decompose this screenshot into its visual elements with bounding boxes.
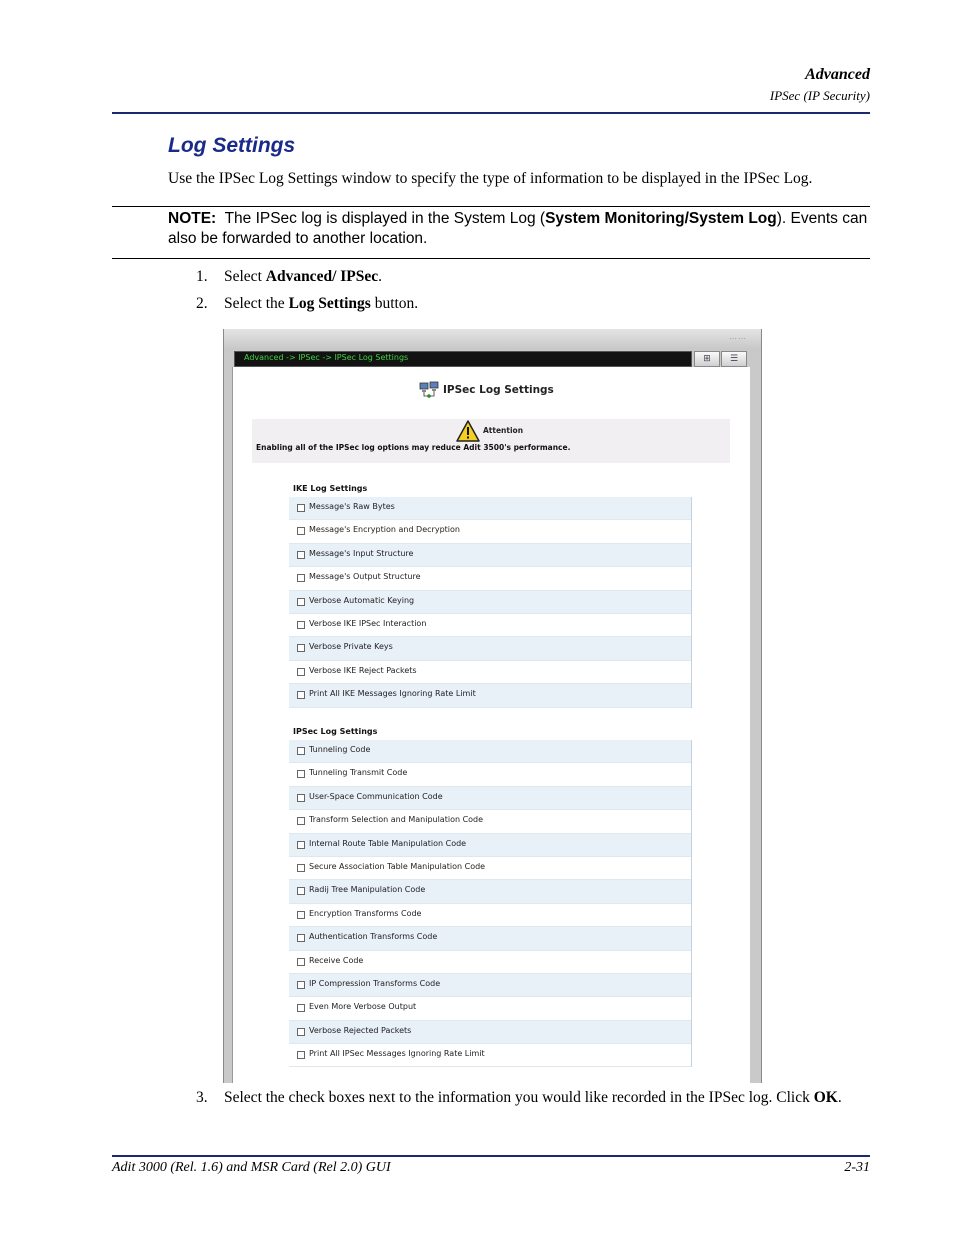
note-bold: System Monitoring/System Log	[545, 210, 777, 227]
option-label: Tunneling Transmit Code	[309, 768, 408, 778]
step-3	[196, 1087, 876, 1108]
network-map-button[interactable]	[694, 351, 720, 367]
option-label: Message's Input Structure	[309, 548, 414, 558]
option-row[interactable]	[289, 520, 691, 543]
ipsec-options-list	[289, 740, 692, 1067]
attention-message: Enabling all of the IPSec log options may reduce Adit 3500's performance.	[256, 443, 571, 452]
page-title	[419, 381, 554, 399]
step-number: 2.	[196, 295, 208, 312]
option-label: Message's Encryption and Decryption	[309, 525, 460, 535]
option-checkbox[interactable]	[297, 527, 305, 535]
option-row[interactable]	[289, 857, 691, 880]
footer-title: Adit 3000 (Rel. 1.6) and MSR Card (Rel 2.0) GUI	[112, 1160, 391, 1175]
note-label: NOTE:	[168, 210, 217, 227]
option-row[interactable]	[289, 661, 691, 684]
step-bold: OK	[813, 1089, 838, 1106]
footer-rule	[112, 1155, 870, 1157]
attention-box	[252, 419, 730, 463]
step-text: Select the check boxes next to the information you would like recorded in the IPSec log. Click	[224, 1089, 814, 1106]
intro-paragraph: Use the IPSec Log Settings window to specify the type of information to be displayed in the IPSec Log.	[168, 170, 813, 187]
option-checkbox[interactable]	[297, 911, 305, 919]
list-icon: ☰	[729, 354, 739, 364]
step-text: Select the	[224, 295, 289, 312]
option-label: Message's Raw Bytes	[309, 502, 395, 511]
step-text-end: .	[837, 1089, 842, 1106]
option-checkbox[interactable]	[297, 958, 305, 966]
option-checkbox[interactable]	[297, 668, 305, 676]
option-label: Verbose IKE IPSec Interaction	[309, 618, 427, 628]
network-icon: ⊞	[703, 354, 711, 364]
option-label: Message's Output Structure	[309, 572, 421, 582]
ike-heading: IKE Log Settings	[293, 484, 368, 493]
option-label: Print All IKE Messages Ignoring Rate Limit	[309, 689, 476, 699]
option-row[interactable]	[289, 740, 691, 763]
option-row[interactable]	[289, 1044, 691, 1067]
computers-icon	[419, 381, 439, 399]
option-checkbox[interactable]	[297, 574, 305, 582]
option-row[interactable]	[289, 614, 691, 637]
option-row[interactable]	[289, 974, 691, 997]
header-subsection: IPSec (IP Security)	[769, 88, 870, 103]
option-row[interactable]	[289, 1021, 691, 1044]
option-row[interactable]	[289, 684, 691, 707]
note-rule-bottom	[112, 258, 870, 259]
option-checkbox[interactable]	[297, 621, 305, 629]
option-label: Internal Route Table Manipulation Code	[309, 838, 467, 848]
step-text-end: .	[378, 268, 382, 285]
option-label: Verbose Automatic Keying	[309, 595, 415, 605]
step-bold: Advanced/ IPSec	[265, 268, 379, 285]
option-row[interactable]	[289, 834, 691, 857]
header-section: Advanced	[805, 66, 870, 83]
option-row[interactable]	[289, 544, 691, 567]
screenshot-window	[223, 329, 762, 1083]
section-title: Log Settings	[168, 134, 296, 157]
option-checkbox[interactable]	[297, 864, 305, 872]
option-checkbox[interactable]	[297, 598, 305, 606]
option-row[interactable]	[289, 637, 691, 660]
ike-options-list	[289, 497, 692, 708]
option-checkbox[interactable]	[297, 770, 305, 778]
note-text-b: ). Events can also be forwarded to another location.	[168, 210, 868, 247]
option-label: Authentication Transforms Code	[309, 932, 438, 942]
option-label: Transform Selection and Manipulation Code	[309, 815, 484, 825]
option-row[interactable]	[289, 810, 691, 833]
content-pane	[232, 367, 750, 1083]
step-1	[196, 268, 382, 286]
grip-icon: ⋯⋯	[729, 334, 747, 343]
option-checkbox[interactable]	[297, 691, 305, 699]
option-label: Tunneling Code	[309, 745, 371, 754]
step-number: 3.	[196, 1089, 208, 1106]
option-checkbox[interactable]	[297, 887, 305, 895]
option-row[interactable]	[289, 880, 691, 903]
option-row[interactable]	[289, 927, 691, 950]
option-row[interactable]	[289, 904, 691, 927]
page-number: 2-31	[844, 1160, 870, 1175]
option-label: IP Compression Transforms Code	[309, 978, 441, 988]
option-label: Even More Verbose Output	[309, 1002, 417, 1012]
option-checkbox[interactable]	[297, 981, 305, 989]
window-titlebar	[224, 329, 761, 349]
attention-title: Attention	[483, 426, 524, 435]
option-row[interactable]	[289, 951, 691, 974]
option-checkbox[interactable]	[297, 841, 305, 849]
note-block	[168, 209, 868, 249]
header-rule	[112, 112, 870, 114]
option-checkbox[interactable]	[297, 504, 305, 512]
option-checkbox[interactable]	[297, 1004, 305, 1012]
step-2	[196, 295, 418, 313]
option-checkbox[interactable]	[297, 747, 305, 755]
option-label: Encryption Transforms Code	[309, 908, 422, 918]
option-label: Receive Code	[309, 955, 364, 965]
option-row[interactable]	[289, 567, 691, 590]
breadcrumb-text: Advanced -> IPSec -> IPSec Log Settings	[244, 353, 409, 362]
option-row[interactable]	[289, 591, 691, 614]
step-bold: Log Settings	[288, 295, 371, 312]
option-label: Secure Association Table Manipulation Code	[309, 861, 486, 871]
option-label: Print All IPSec Messages Ignoring Rate Limit	[309, 1049, 485, 1059]
note-rule-top	[112, 206, 870, 207]
page-title-text: IPSec Log Settings	[443, 384, 554, 396]
list-view-button[interactable]	[721, 351, 747, 367]
option-checkbox[interactable]	[297, 934, 305, 942]
option-row[interactable]	[289, 497, 691, 520]
option-checkbox[interactable]	[297, 1051, 305, 1059]
breadcrumb	[234, 351, 692, 367]
note-text-a: The IPSec log is displayed in the System Log (	[224, 210, 546, 227]
option-label: Verbose Private Keys	[309, 642, 393, 652]
ipsec-heading: IPSec Log Settings	[293, 727, 378, 736]
option-checkbox[interactable]	[297, 644, 305, 652]
option-checkbox[interactable]	[297, 817, 305, 825]
option-row[interactable]	[289, 763, 691, 786]
option-row[interactable]	[289, 997, 691, 1020]
option-checkbox[interactable]	[297, 794, 305, 802]
option-checkbox[interactable]	[297, 551, 305, 559]
option-label: User-Space Communication Code	[309, 791, 443, 801]
option-label: Verbose Rejected Packets	[309, 1025, 412, 1035]
step-text-end: button.	[370, 295, 419, 312]
step-number: 1.	[196, 268, 208, 285]
option-checkbox[interactable]	[297, 1028, 305, 1036]
option-label: Verbose IKE Reject Packets	[309, 665, 417, 675]
option-row[interactable]	[289, 787, 691, 810]
option-label: Radij Tree Manipulation Code	[309, 885, 426, 895]
warning-icon	[456, 420, 480, 442]
step-text: Select	[224, 268, 266, 285]
